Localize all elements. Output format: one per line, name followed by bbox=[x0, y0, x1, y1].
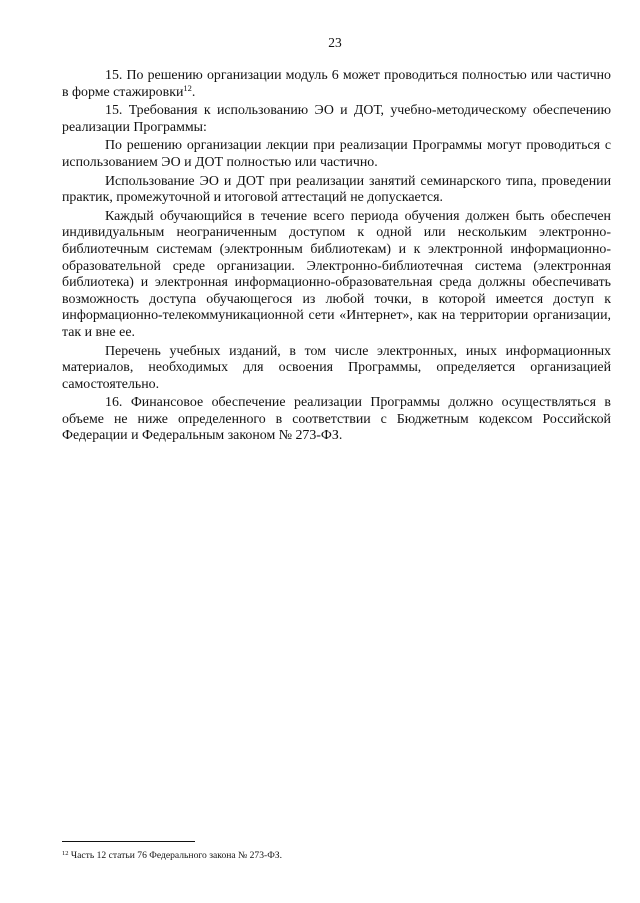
footnote-marker: 12 bbox=[62, 850, 69, 857]
document-body bbox=[62, 68, 611, 447]
paragraph-financial-support: 16. Финансовое обеспечение реализации Программы должно осуществляться в объеме не ниже определенного в соответствии с Бюджетным кодексом Российской Федерации и Федеральным законом № 273-ФЗ. bbox=[62, 395, 611, 444]
paragraph-end-punctuation: . bbox=[191, 84, 196, 100]
footnote-text: Часть 12 статьи 76 Федерального закона № 273-ФЗ. bbox=[68, 850, 282, 861]
paragraph-module-6-internship bbox=[62, 68, 611, 101]
footnote-reference: 12 bbox=[183, 82, 192, 93]
paragraph-eo-dot-requirements: 15. Требования к использованию ЭО и ДОТ, учебно-методическому обеспечению реализации Программы: bbox=[62, 103, 611, 135]
footnote-divider bbox=[62, 841, 195, 842]
paragraph-educational-materials: Перечень учебных изданий, в том числе электронных, иных информационных материалов, необходимых для освоения Программы, определяется организацией самостоятельно. bbox=[62, 343, 611, 392]
paragraph-seminars-not-allowed: Использование ЭО и ДОТ при реализации занятий семинарского типа, проведении практик, промежуточной и итоговой аттестаций не допускается. bbox=[62, 173, 611, 206]
paragraph-library-access: Каждый обучающийся в течение всего периода обучения должен быть обеспечен индивидуальным неограниченным доступом к одной или нескольким электронно-библиотечным системам (электронным библиотекам) и к электронной информационно-образовательной среде организации. Электронно-библиотечная система (электронная библиотека) и электронная информационно-образовательная среда должны обеспечивать возможность доступа обучающегося из любой точки, в которой имеется доступ к информационно-телекоммуникационной сети «Интернет», как на территории организации, так и вне ее. bbox=[62, 208, 611, 340]
paragraph-text: 15. По решению организации модуль 6 может проводиться полностью или частично в форме стажировки bbox=[62, 68, 611, 100]
footnote bbox=[62, 850, 611, 862]
paragraph-lectures-eo-dot: По решению организации лекции при реализации Программы могут проводиться с использованием ЭО и ДОТ полностью или частично. bbox=[62, 138, 611, 170]
page-number: 23 bbox=[328, 35, 342, 50]
